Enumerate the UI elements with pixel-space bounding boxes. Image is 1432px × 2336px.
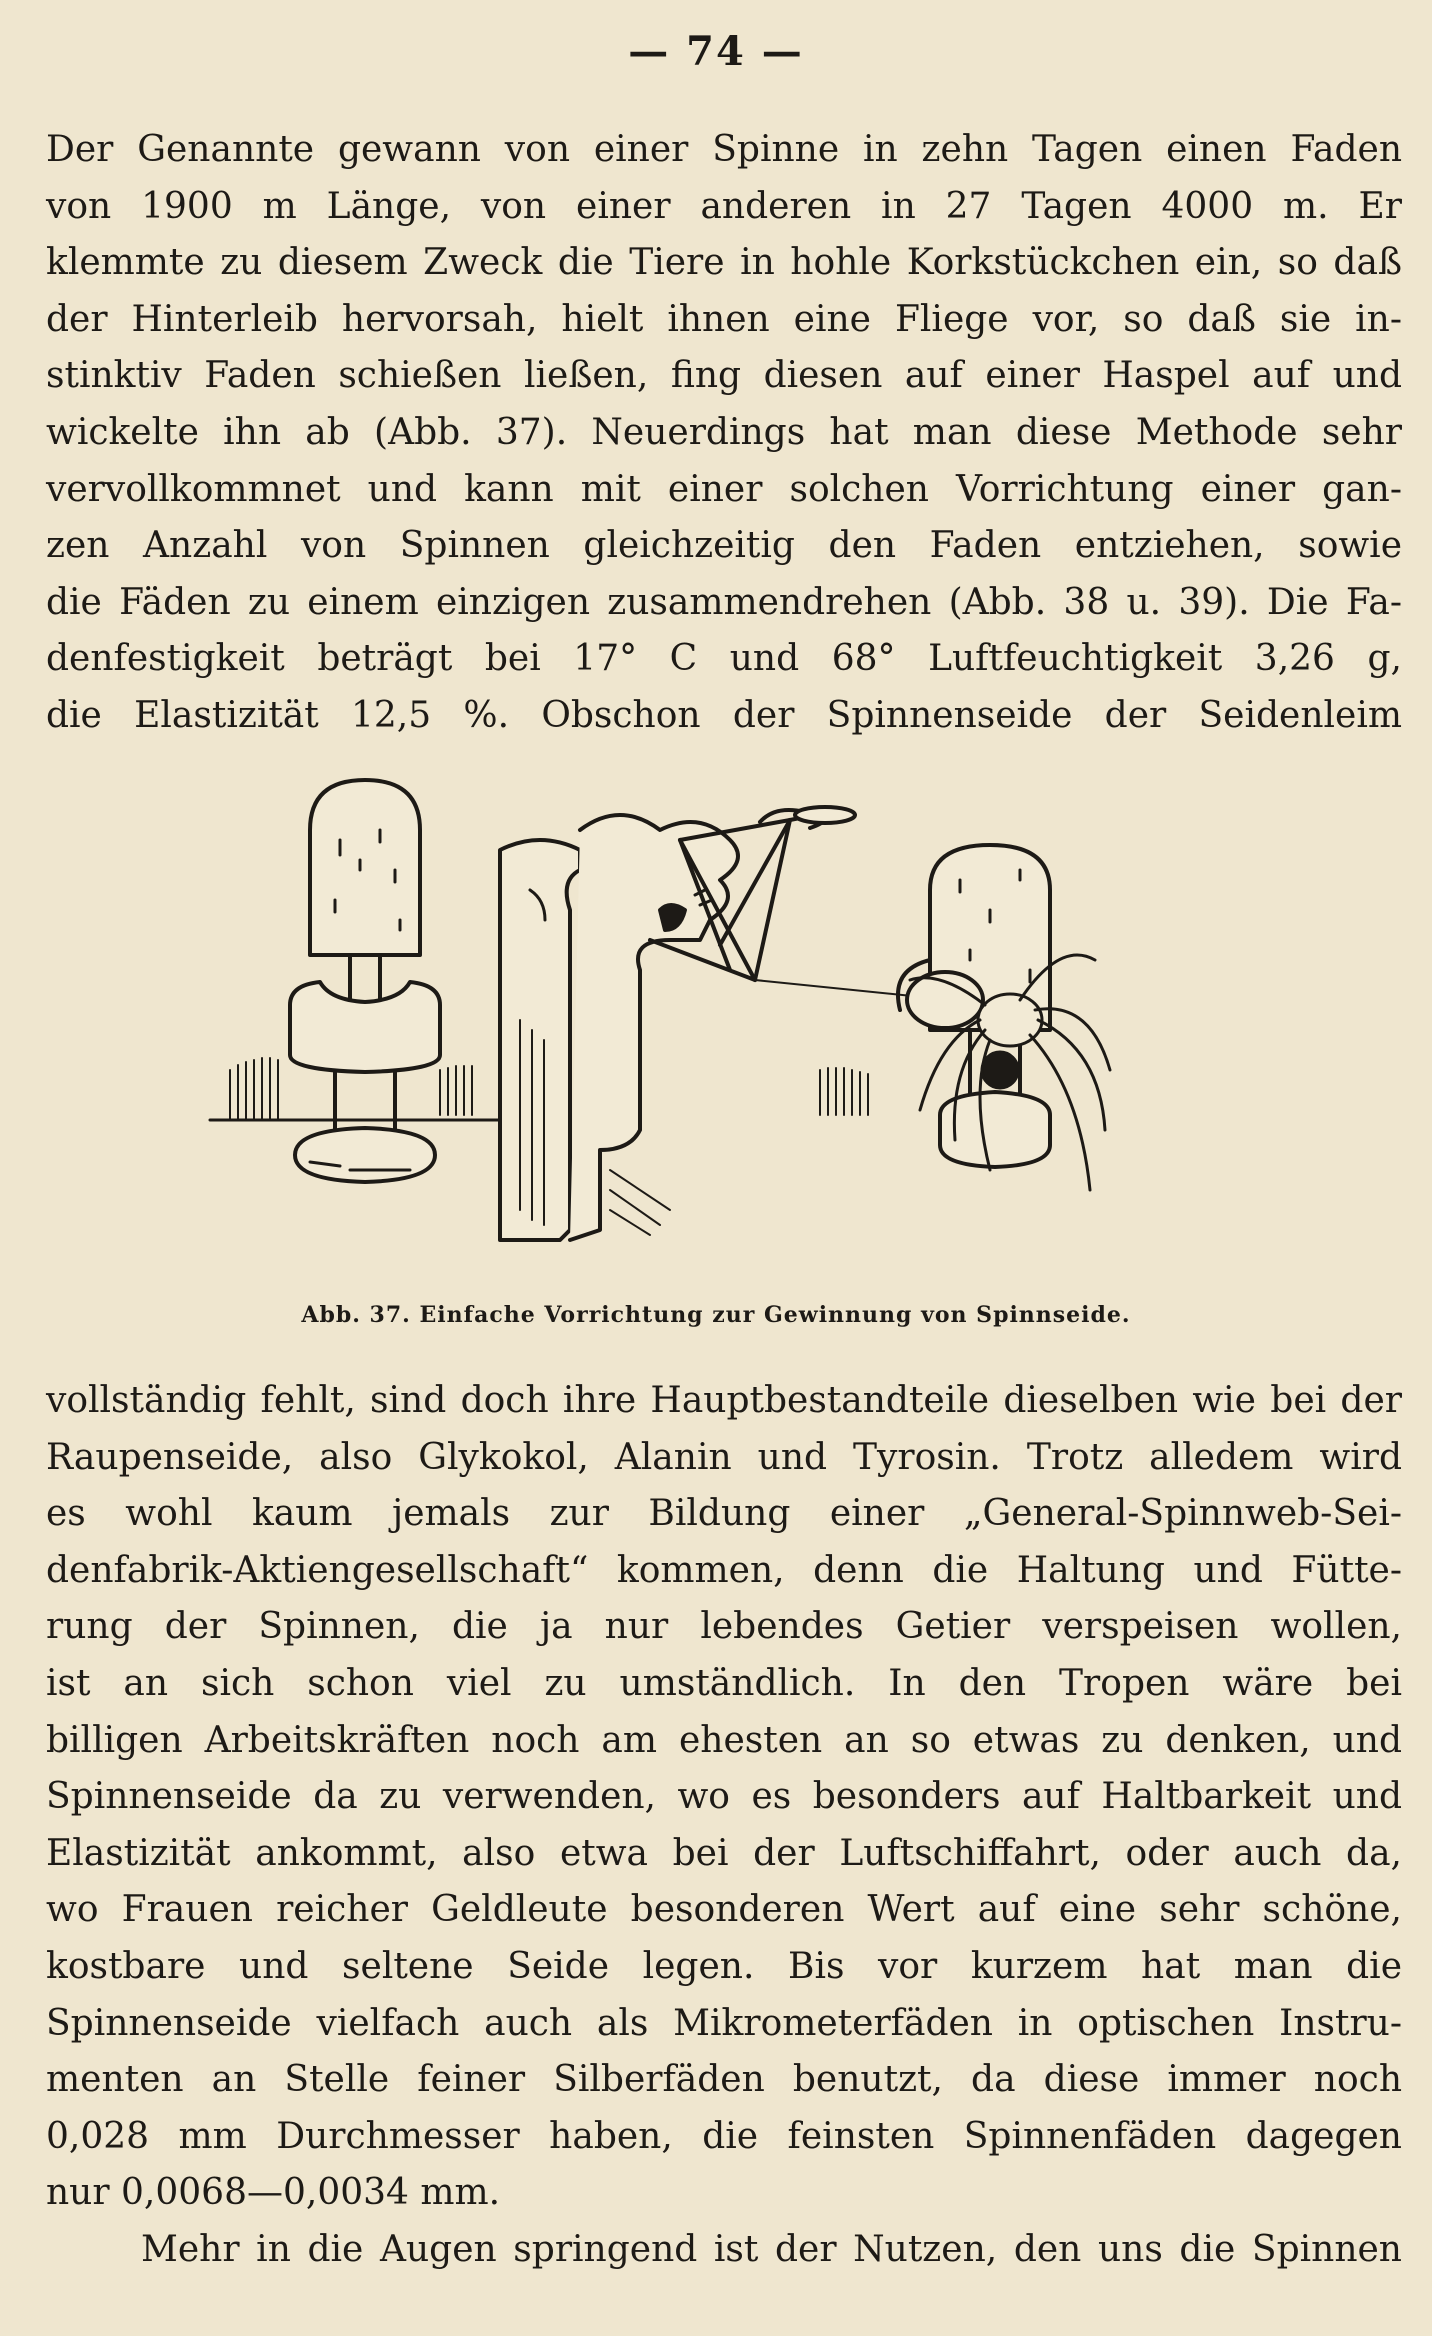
text-line: klemmte zu diesem Zweck die Tiere in hohle Korkstückchen ein, so daß xyxy=(46,242,1402,284)
paragraph-3 xyxy=(46,2222,1402,2279)
text-line: von 1900 m Länge, von einer anderen in 27 Tagen 4000 m. Er xyxy=(46,185,1402,227)
text-line: es wohl kaum jemals zur Bildung einer „General-Spinnweb-Sei- xyxy=(46,1493,1402,1535)
text-line: Raupenseide, also Glykokol, Alanin und Tyrosin. Trotz alledem wird xyxy=(46,1436,1402,1478)
text-line: die Elastizität 12,5 %. Obschon der Spinnenseide der Seidenleim xyxy=(46,694,1402,736)
paragraph-1 xyxy=(46,122,1402,745)
text-line: denfestigkeit beträgt bei 17° C und 68° Luftfeuchtigkeit 3,26 g, xyxy=(46,638,1402,680)
text-line: wo Frauen reicher Geldleute besonderen Wert auf eine sehr schöne, xyxy=(46,1889,1402,1931)
text-line: billigen Arbeitskräften noch am ehesten an so etwas zu denken, und xyxy=(46,1719,1402,1761)
figure-caption: Abb. 37. Einfache Vorrichtung zur Gewinnung von Spinnseide. xyxy=(301,1302,1131,1328)
text-line: Mehr in die Augen springend ist der Nutzen, den uns die Spinnen xyxy=(141,2229,1402,2270)
text-line: Spinnenseide vielfach auch als Mikrometerfäden in optischen Instru- xyxy=(46,2002,1402,2044)
text-line: wickelte ihn ab (Abb. 37). Neuerdings hat man diese Methode sehr xyxy=(46,411,1402,453)
text-line: stinktiv Faden schießen ließen, fing diesen auf einer Haspel auf und xyxy=(46,355,1402,397)
text-line: vervollkommnet und kann mit einer solchen Vorrichtung einer gan- xyxy=(46,468,1402,510)
text-line: die Fäden zu einem einzigen zusammendrehen (Abb. 38 u. 39). Die Fa- xyxy=(46,581,1402,623)
text-line: denfabrik-Aktiengesellschaft“ kommen, denn die Haltung und Fütte- xyxy=(46,1549,1402,1591)
page-number: — 74 — xyxy=(628,28,804,75)
text-line: Spinnenseide da zu verwenden, wo es besonders auf Haltbarkeit und xyxy=(46,1776,1402,1818)
figure-spider-silk-device xyxy=(200,770,1230,1290)
text-line: Der Genannte gewann von einer Spinne in zehn Tagen einen Faden xyxy=(46,129,1402,170)
text-line: vollständig fehlt, sind doch ihre Hauptbestandteile dieselben wie bei der xyxy=(46,1380,1402,1421)
text-line: rung der Spinnen, die ja nur lebendes Getier verspeisen wollen, xyxy=(46,1606,1402,1648)
text-line: kostbare und seltene Seide legen. Bis vor kurzem hat man die xyxy=(46,1945,1402,1987)
paragraph-2 xyxy=(46,1373,1402,2222)
text-line: der Hinterleib hervorsah, hielt ihnen eine Fliege vor, so daß sie in- xyxy=(46,298,1402,340)
text-line: menten an Stelle feiner Silberfäden benutzt, da diese immer noch xyxy=(46,2059,1402,2101)
text-line: zen Anzahl von Spinnen gleichzeitig den Faden entziehen, sowie xyxy=(46,525,1402,567)
left-cork-holder xyxy=(290,780,440,1182)
text-line: nur 0,0068—0,0034 mm. xyxy=(46,2172,501,2214)
text-line: ist an sich schon viel zu umständlich. In den Tropen wäre bei xyxy=(46,1662,1402,1704)
text-line: Elastizität ankommt, also etwa bei der Luftschiffahrt, oder auch da, xyxy=(46,1832,1402,1874)
text-line: 0,028 mm Durchmesser haben, die feinsten Spinnenfäden dagegen xyxy=(46,2115,1402,2157)
